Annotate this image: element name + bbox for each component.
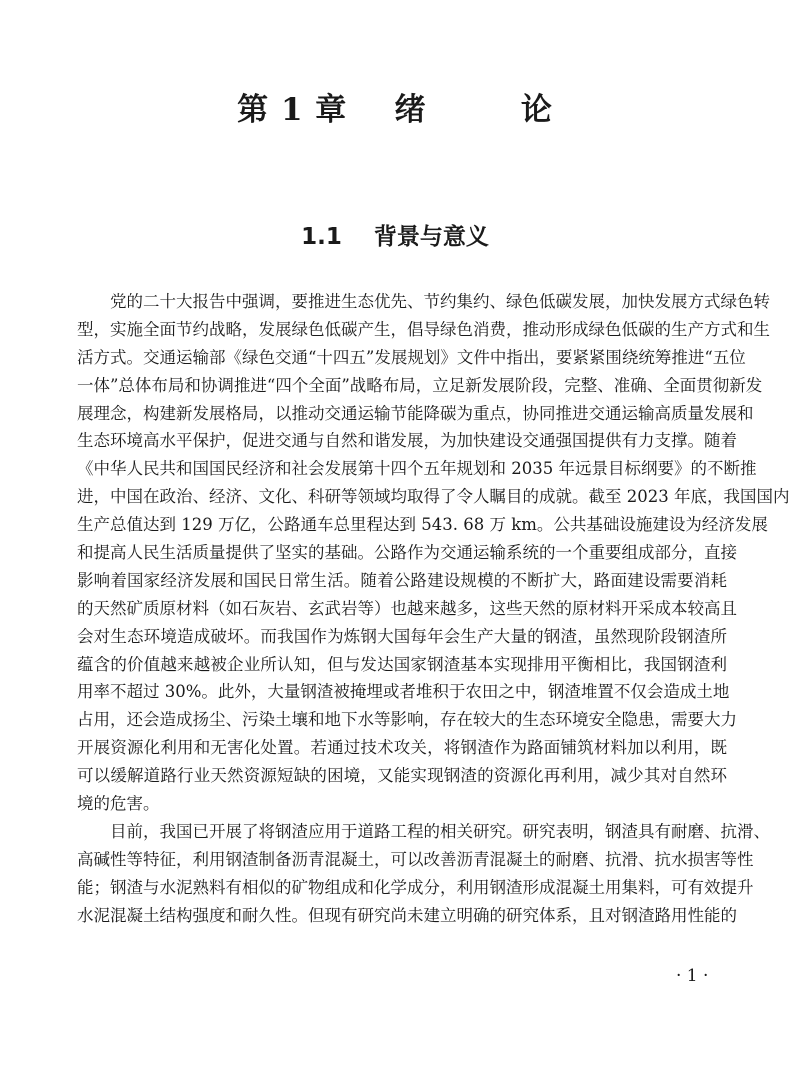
paragraph-line: 的天然矿质原材料（如石灰岩、玄武岩等）也越来越多，这些天然的原材料开采成本较高且 bbox=[77, 598, 737, 618]
paragraph-line: 用率不超过 30%。此外，大量钢渣被掩埋或者堆积于农田之中，钢渣堆置不仅会造成土地 bbox=[77, 682, 730, 702]
paragraph-line: 和提高人民生活质量提供了坚实的基础。公路作为交通运输系统的一个重要组成部分，直接 bbox=[77, 543, 737, 563]
paragraph-line: 会对生态环境造成破坏。而我国作为炼钢大国每年会生产大量的钢渣，虽然现阶段钢渣所 bbox=[77, 626, 727, 646]
paragraph-line: 能；钢渣与水泥熟料有相似的矿物组成和化学成分，利用钢渣形成混凝土用集料，可有效提升 bbox=[77, 877, 754, 897]
paragraph-line: 开展资源化利用和无害化处置。若通过技术攻关，将钢渣作为路面铺筑材料加以利用，既 bbox=[77, 738, 727, 758]
section-title: 1.1 背景与意义 bbox=[301, 224, 489, 250]
paragraph-line: 一体”总体布局和协调推进“四个全面”战略布局，立足新发展阶段，完整、准确、全面贯彻新发 bbox=[77, 375, 763, 395]
paragraph-line: 《中华人民共和国国民经济和社会发展第十四个五年规划和 2035 年远景目标纲要》的不断推 bbox=[77, 459, 757, 479]
paragraph-line: 型，实施全面节约战略，发展绿色低碳产生，倡导绿色消费，推动形成绿色低碳的生产方式和生 bbox=[77, 319, 770, 339]
paragraph-line: 水泥混凝土结构强度和耐久性。但现有研究尚未建立明确的研究体系，且对钢渣路用性能的 bbox=[77, 905, 737, 925]
paragraph-line: 可以缓解道路行业天然资源短缺的困境，又能实现钢渣的资源化再利用，减少其对自然环 bbox=[77, 766, 727, 786]
paragraph-line: 生产总值达到 129 万亿，公路通车总里程达到 543. 68 万 km。公共基础设施建设为经济发展 bbox=[77, 515, 768, 535]
paragraph-line: 展理念，构建新发展格局，以推动交通运输节能降碳为重点，协同推进交通运输高质量发展和 bbox=[77, 403, 754, 423]
paragraph-line: 影响着国家经济发展和国民日常生活。随着公路建设规模的不断扩大，路面建设需要消耗 bbox=[77, 570, 727, 590]
paragraph-line: 境的危害。 bbox=[77, 794, 160, 814]
chapter-title: 第 1 章 绪 论 bbox=[237, 92, 553, 128]
paragraph-line: 生态环境高水平保护，促进交通与自然和谐发展，为加快建设交通强国提供有力支撑。随着 bbox=[77, 431, 737, 451]
paragraph-line: 活方式。交通运输部《绿色交通“十四五”发展规划》文件中指出，要紧紧围绕统筹推进“五位 bbox=[77, 347, 746, 367]
page-number: · 1 · bbox=[676, 966, 709, 986]
paragraph-line: 目前，我国已开展了将钢渣应用于道路工程的相关研究。研究表明，钢渣具有耐磨、抗滑、 bbox=[110, 821, 770, 841]
paragraph-line: 蕴含的价值越来越被企业所认知，但与发达国家钢渣基本实现排用平衡相比，我国钢渣利 bbox=[77, 654, 727, 674]
paragraph-line: 党的二十大报告中强调，要推进生态优先、节约集约、绿色低碳发展，加快发展方式绿色转 bbox=[110, 292, 770, 311]
body-text bbox=[77, 288, 790, 929]
paragraph-line: 进，中国在政治、经济、文化、科研等领域均取得了令人瞩目的成就。截至 2023 年底，我国国内 bbox=[77, 487, 790, 507]
paragraph-line: 高碱性等特征，利用钢渣制备沥青混凝土，可以改善沥青混凝土的耐磨、抗滑、抗水损害等性 bbox=[77, 849, 754, 869]
paragraph-line: 占用，还会造成扬尘、污染土壤和地下水等影响，存在较大的生态环境安全隐患，需要大力 bbox=[77, 710, 737, 730]
